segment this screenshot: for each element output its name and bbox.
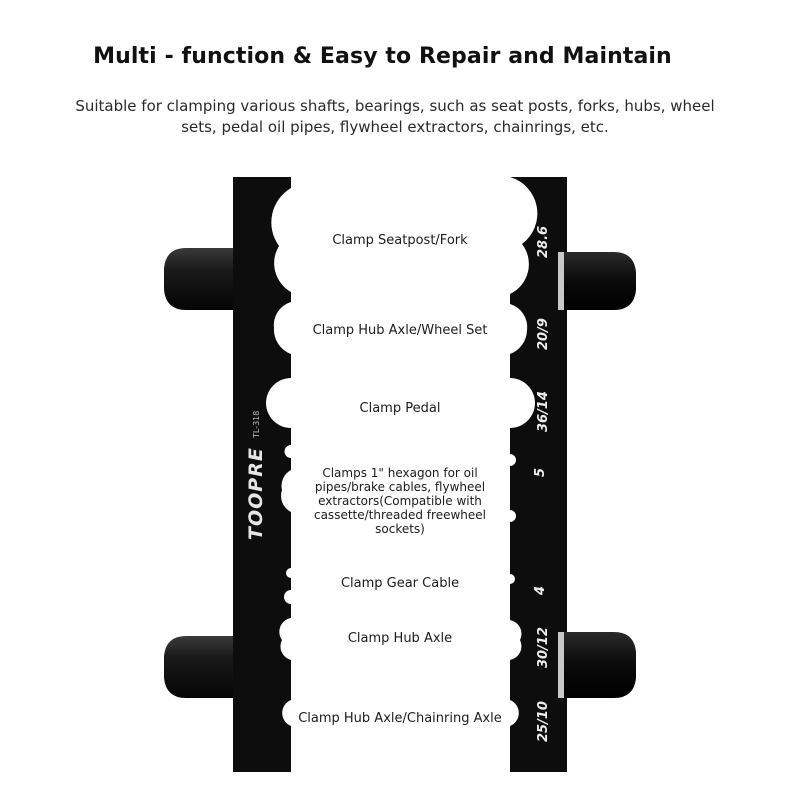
right-top-cap	[558, 252, 636, 310]
size-mark: 30/12	[536, 627, 551, 668]
left-top-cap	[164, 248, 244, 310]
size-mark: 25/10	[536, 701, 551, 742]
callout-gear-cable: Clamp Gear Cable	[340, 576, 460, 591]
page-subtitle: Suitable for clamping various shafts, bearings, such as seat posts, forks, hubs, wheel sets, pedal oil pipes, flywheel extractors, chainrings, etc.	[75, 97, 715, 136]
left-bottom-cap	[164, 636, 244, 698]
callout-hexagon-oil-pipes: Clamps 1" hexagon for oil pipes/brake cables, flywheel extractors(Compatible with cassette/threaded freewheel sockets)	[313, 466, 486, 536]
callout-hub-axle-chainring-axle: Clamp Hub Axle/Chainring Axle	[298, 711, 502, 726]
callout-hub-axle: Clamp Hub Axle	[347, 631, 453, 646]
model-number: TL-318	[252, 410, 261, 438]
size-mark: 36/14	[536, 391, 551, 432]
callout-pedal: Clamp Pedal	[359, 401, 441, 416]
right-bottom-cap	[558, 632, 636, 698]
page-title: Multi - function & Easy to Repair and Maintain	[93, 44, 672, 69]
size-mark: 5	[533, 467, 548, 477]
brand-logo: TOOPRE	[245, 447, 267, 540]
size-mark: 4	[533, 585, 548, 595]
size-mark: 20/9	[536, 318, 551, 350]
size-mark: 28.6	[536, 225, 551, 258]
callout-seatpost-fork: Clamp Seatpost/Fork	[332, 233, 468, 248]
callout-hub-axle-wheel-set: Clamp Hub Axle/Wheel Set	[312, 323, 488, 338]
